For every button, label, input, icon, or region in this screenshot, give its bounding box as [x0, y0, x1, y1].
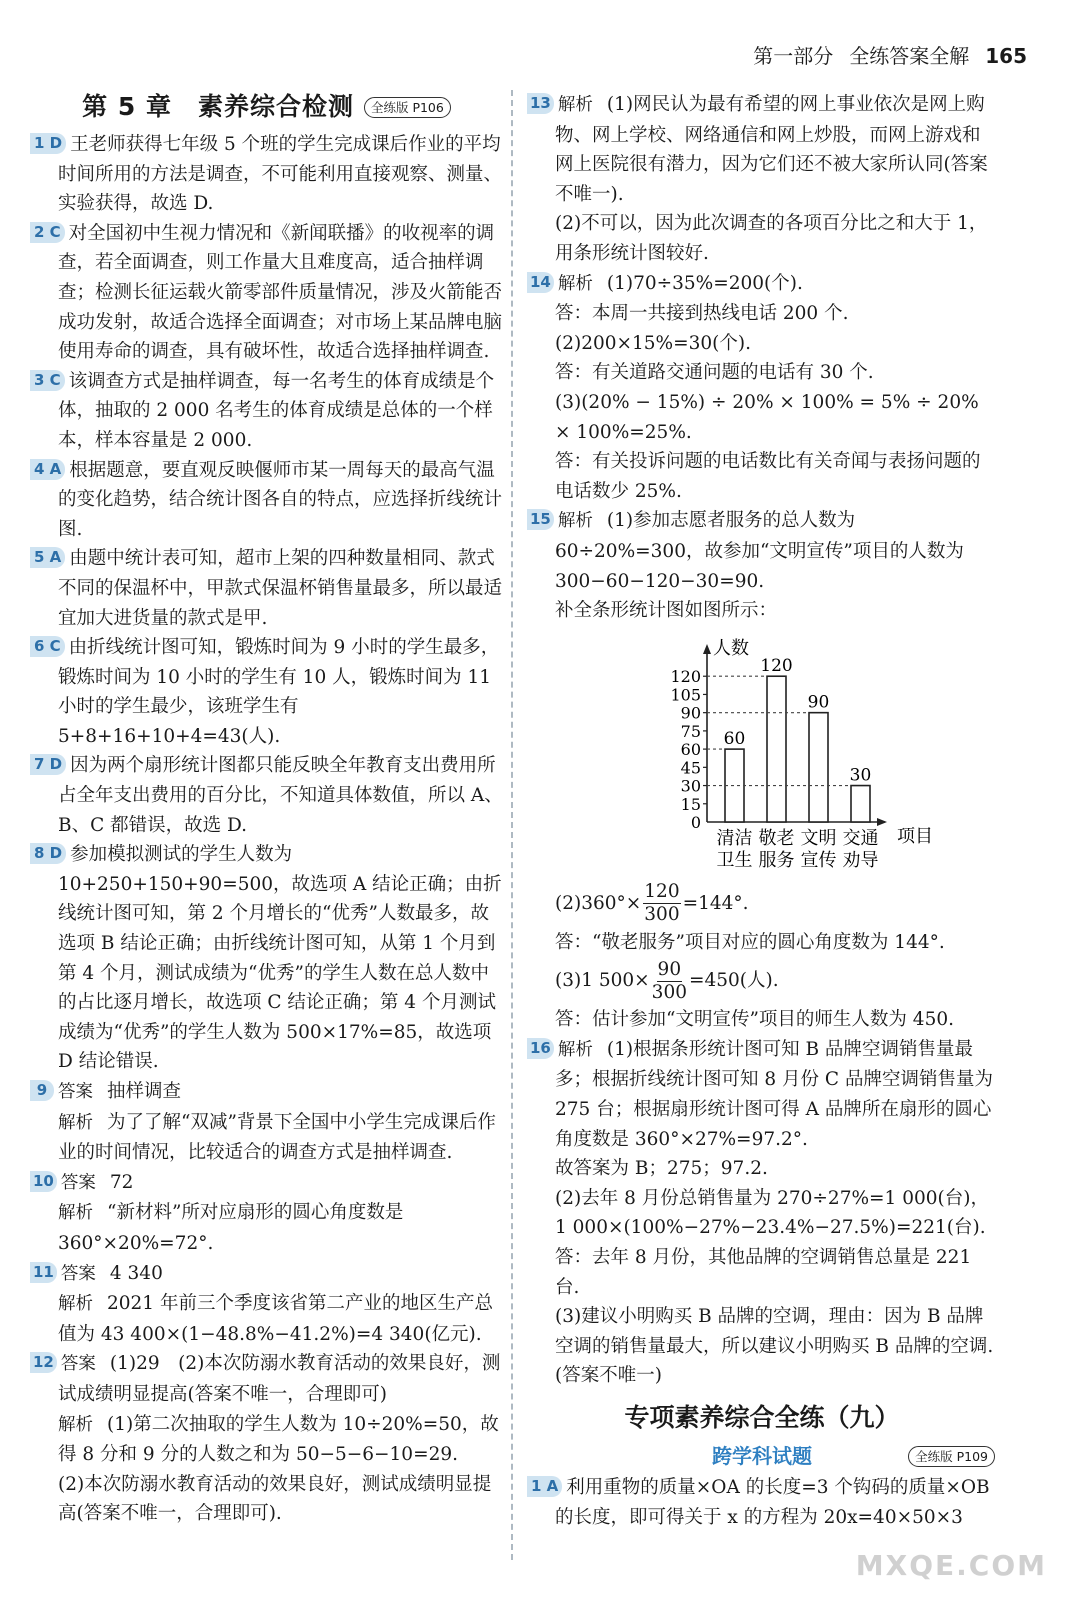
- fraction-numerator: 120: [644, 881, 680, 903]
- analysis-text-2: (2)本次防溺水教育活动的效果良好，测试成绩明显提高(答案不唯一，合理即可).: [58, 1473, 492, 1525]
- qa-item: [527, 90, 997, 269]
- solution-line: 答：估计参加“文明宣传”项目的师生人数为 450.: [555, 1009, 954, 1031]
- answer-text: 利用重物的质量×OA 的长度=3 个钩码的质量×OB 的长度，即可得关于 x 的方程为 20x=40×50×3: [555, 1477, 990, 1528]
- fraction-denominator: 300: [644, 904, 680, 926]
- bar-value-label: 30: [849, 765, 872, 786]
- analysis-text: (1)网民认为最有希望的网上事业依次是网上购物、网上学校、网络通信和网上炒股，而网上游戏和网上医院很有潜力，因为它们还不被大家所认同(答案不唯一).: [555, 94, 988, 205]
- y-tick-label: 30: [680, 776, 701, 796]
- x-axis-arrow: [877, 818, 887, 826]
- section-title: 专项素养综合全练（九）: [624, 1403, 900, 1432]
- answer-text: 根据题意，要直观反映偃师市某一周每天的最高气温的变化趋势，结合统计图各自的特点，应选择折线统计图.: [58, 459, 503, 540]
- analysis-label: 解析: [557, 273, 593, 294]
- answer-badge: 4 A: [30, 459, 65, 480]
- solution-line: (3)(20% − 15%) ÷ 20% × 100% = 5% ÷ 20% × 100%=25%.: [555, 391, 979, 443]
- bar: [851, 785, 870, 821]
- x-tick-label: 劝导: [842, 849, 879, 871]
- formula-prefix: (3)1 500×: [555, 970, 650, 992]
- analysis-text: 为了了解“双减”背景下全国中小学生完成课后作业的时间情况，比较适合的调查方式是抽样调查.: [58, 1111, 496, 1164]
- question-number: 14: [527, 272, 554, 293]
- column-divider: [511, 90, 513, 1560]
- fraction: [652, 959, 687, 1004]
- analysis-text: (1)第二次抽取的学生人数为 10÷20%=50，故得 8 分和 9 分的人数之和为 50−5−6−10=29.: [58, 1413, 499, 1466]
- analysis-label: 解析: [58, 1294, 93, 1315]
- formula-suffix: =450(人).: [688, 970, 779, 992]
- answer-item: [30, 456, 503, 545]
- answer-value: 4 340: [109, 1262, 163, 1284]
- solution-line: 答：“敬老服务”项目对应的圆心角度数为 144°.: [555, 931, 945, 953]
- x-tick-label: 文明: [800, 827, 837, 849]
- header-title: 全练答案全解: [849, 44, 970, 68]
- bar-chart: [555, 632, 997, 878]
- answer-badge: 6 C: [30, 636, 65, 657]
- question-number: 9: [30, 1080, 54, 1101]
- answer-item: [30, 633, 503, 751]
- bar: [809, 712, 828, 821]
- chart-caption: 补全条形统计图如图所示：: [555, 600, 778, 622]
- x-tick-label: 宣传: [800, 849, 837, 871]
- fraction-numerator: 90: [657, 958, 682, 980]
- answer-item: [527, 1473, 997, 1532]
- fraction-line: [555, 957, 997, 1005]
- right-column: [527, 90, 997, 1532]
- qa-item: [30, 1168, 503, 1259]
- answer-badge: 5 A: [30, 547, 65, 568]
- answer-text: 由折线统计图可知，锻炼时间为 9 小时的学生最多，锻炼时间为 10 小时的学生有 10 人，锻炼时间为 11 小时的学生最少，该班学生有 5+8+16+10+4=43(人).: [58, 637, 500, 747]
- solution-line: (1)70÷35%=200(个).: [606, 272, 803, 294]
- answer-badge: 7 D: [30, 754, 66, 775]
- solution-line: 答：有关投诉问题的电话数比有关奇闻与表扬问题的电话数少 25%.: [555, 451, 981, 502]
- answer-text: 由题中统计表可知，超市上架的四种数量相同、款式不同的保温杯中，甲款式保温杯销售量最多，所以最适宜加大进货量的款式是甲.: [58, 548, 503, 629]
- qa-item: [30, 1349, 503, 1529]
- section-subtitle: 跨学科试题: [712, 1444, 812, 1468]
- answer-badge: 3 C: [30, 370, 65, 391]
- formula-suffix: =144°.: [682, 892, 749, 914]
- answer-item: [30, 219, 503, 367]
- page-number: 165: [985, 44, 1027, 68]
- y-tick-label: 75: [680, 721, 701, 741]
- answer-badge: 8 D: [30, 843, 66, 864]
- fraction-line: [555, 880, 997, 928]
- header-part: 第一部分: [753, 44, 834, 68]
- analysis-label: 解析: [58, 1203, 93, 1224]
- analysis-label: 解析: [58, 1414, 93, 1435]
- bar-chart-svg: [555, 632, 995, 878]
- qa-item: [527, 269, 997, 507]
- answer-text: 因为两个扇形统计图都只能反映全年教育支出费用所占全年支出费用的百分比，不知道具体数值，所以 A、B、C 都错误，故选 D.: [58, 755, 503, 836]
- solution-line: (2)200×15%=30(个).: [555, 332, 751, 354]
- y-axis-label: 人数: [713, 637, 749, 659]
- question-number: 15: [527, 509, 554, 530]
- solution-line: (2)去年 8 月份总销售量为 270÷27%=1 000(台)，: [555, 1187, 989, 1209]
- analysis-text: “新材料”所对应扇形的圆心角度数是 360°×20%=72°.: [58, 1202, 404, 1254]
- answer-badge: 1 D: [30, 133, 66, 154]
- page-header: [753, 40, 1027, 69]
- x-tick-label: 交通: [842, 827, 879, 849]
- answer-item: [30, 840, 503, 1077]
- question-number: 11: [30, 1262, 57, 1283]
- analysis-label: 解析: [58, 1112, 93, 1133]
- analysis-text-2: (2)不可以，因为此次调查的各项百分比之和大于 1，用条形统计图较好.: [555, 213, 988, 264]
- fraction: [643, 881, 680, 926]
- answer-label: 答案: [60, 1354, 96, 1375]
- qa-item: [30, 1259, 503, 1350]
- y-tick-label: 0: [690, 812, 701, 832]
- y-tick-label: 120: [670, 666, 701, 686]
- analysis-text: (1)参加志愿者服务的总人数为 60÷20%=300，故参加“文明宣传”项目的人数为 300−60−120−30=90.: [555, 510, 964, 592]
- y-tick-label: 105: [670, 685, 701, 705]
- solution-line: 答：去年 8 月份，其他品牌的空调销售总量是 221 台.: [555, 1247, 972, 1298]
- bar: [767, 676, 786, 822]
- watermark: MXQE.COM: [855, 1549, 1047, 1582]
- answer-item: [30, 130, 503, 219]
- section-subtitle-row: [527, 1439, 997, 1473]
- y-tick-label: 60: [680, 739, 701, 759]
- answer-label: 答案: [58, 1082, 93, 1102]
- analysis-label: 解析: [557, 511, 593, 532]
- y-tick-label: 15: [680, 794, 701, 814]
- answer-value: 72: [109, 1171, 134, 1193]
- question-number: 12: [30, 1352, 57, 1373]
- answer-badge: 2 C: [30, 222, 65, 243]
- x-tick-label: 服务: [758, 849, 795, 871]
- solution-line: 1 000×(100%−27%−23.4%−27.5%)=221(台).: [555, 1217, 986, 1239]
- analysis-text: 2021 年前三个季度该省第二产业的地区生产总值为 43 400×(1−48.8%−41.2%)=4 340(亿元).: [58, 1293, 493, 1345]
- answer-text: 对全国初中生视力情况和《新闻联播》的收视率的调查，若全面调查，则工作量大且难度高，适合抽样调查；检测长征运载火箭零部件质量情况，涉及火箭能否成功发射，故适合选择全面调查；对市场上某品牌电脑使用寿命的调查，具有破坏性，故适合选择抽样调查.: [58, 222, 503, 363]
- qa-item: [527, 506, 997, 1035]
- answer-text: 王老师获得七年级 5 个班的学生完成课后作业的平均时间所用的方法是调查，不可能利用直接观察、测量、实验获得，故选 D.: [58, 134, 503, 215]
- chapter-heading: [30, 90, 503, 124]
- answer-value: 抽样调查: [107, 1081, 182, 1102]
- answer-text: 参加模拟测试的学生人数为 10+250+150+90=500，故选项 A 结论正确；由折线统计图可知，第 2 个月增长的“优秀”人数最多，故选项 B 结论正确；由折线统计图可知，从第 1 个月到第 4 个月，测试成绩为“优秀”的学生人数在总人数中的占比逐月增长，故选项 C 结论正确；第 4 个月测试成绩为“优秀”的学生人数为 500×17%=85，故选项 D 结论错误.: [58, 844, 502, 1073]
- y-axis-arrow: [703, 644, 711, 654]
- analysis-text: (1)根据条形统计图可知 B 品牌空调销售量最多；根据折线统计图可知 8 月份 C 品牌空调销售量为 275 台；根据扇形统计图可得 A 品牌所在扇形的圆心角度数是 360°×27%=97.2°.: [555, 1038, 993, 1150]
- x-tick-label: 敬老: [758, 827, 795, 849]
- solution-line: (3)建议小明购买 B 品牌的空调，理由：因为 B 品牌空调的销售量最大，所以建议小明购买 B 品牌的空调.(答案不唯一): [555, 1306, 994, 1387]
- qa-item: [527, 1035, 997, 1391]
- answer-badge: 1 A: [527, 1476, 562, 1497]
- analysis-label: 解析: [557, 1039, 593, 1060]
- analysis-label: 解析: [557, 95, 593, 115]
- solution-line: 答：本周一共接到热线电话 200 个.: [555, 303, 849, 325]
- chapter-title: 第 5 章 素养综合检测: [82, 92, 354, 122]
- chapter-ref: 全练版 P106: [364, 97, 451, 118]
- x-axis-label: 项目: [897, 825, 933, 847]
- answer-label: 答案: [60, 1263, 96, 1284]
- qa-item: [30, 1077, 503, 1168]
- left-column: [30, 90, 503, 1529]
- question-number: 13: [527, 93, 554, 114]
- question-number: 16: [527, 1038, 554, 1059]
- answer-text: 该调查方式是抽样调查，每一名考生的体育成绩是个体，抽取的 2 000 名考生的体育成绩是总体的一个样本，样本容量是 2 000.: [58, 370, 495, 451]
- bar-value-label: 60: [723, 728, 746, 749]
- fraction-denominator: 300: [651, 981, 687, 1003]
- question-number: 10: [30, 1171, 57, 1192]
- answer-item: [30, 367, 503, 456]
- solution-line: 答：有关道路交通问题的电话有 30 个.: [555, 362, 874, 384]
- x-tick-label: 清洁: [716, 827, 753, 849]
- y-tick-label: 45: [680, 758, 701, 778]
- section-ref: 全练版 P109: [908, 1446, 995, 1467]
- answer-item: [30, 544, 503, 633]
- solution-line: 故答案为 B；275；97.2.: [555, 1158, 768, 1180]
- answer-value: (1)29 (2)本次防溺水教育活动的效果良好，测试成绩明显提高(答案不唯一，合理即可): [58, 1353, 501, 1405]
- answer-item: [30, 751, 503, 840]
- formula-prefix: (2)360°×: [555, 892, 642, 914]
- bar-value-label: 120: [760, 655, 793, 676]
- y-tick-label: 90: [680, 703, 701, 723]
- answer-label: 答案: [60, 1172, 96, 1193]
- x-tick-label: 卫生: [716, 849, 753, 871]
- bar-value-label: 90: [807, 692, 830, 713]
